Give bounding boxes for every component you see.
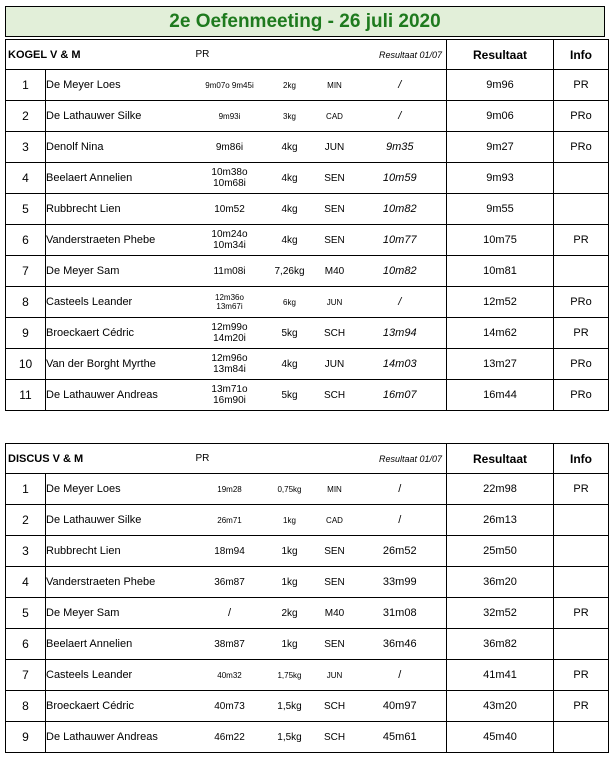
info: PR	[554, 318, 609, 349]
event-title: KOGEL V & M	[6, 40, 196, 70]
athlete-name: Vanderstraeten Phebe	[46, 225, 196, 256]
row-number: 9	[6, 722, 46, 753]
implement-weight: 1,5kg	[264, 691, 316, 722]
category: JUN	[316, 287, 354, 318]
implement-weight: 5kg	[264, 380, 316, 411]
athlete-name: De Lathauwer Silke	[46, 505, 196, 536]
category: M40	[316, 256, 354, 287]
athlete-pr: 12m99o 14m20i	[196, 318, 264, 349]
row-number: 1	[6, 474, 46, 505]
page-title: 2e Oefenmeeting - 26 juli 2020	[5, 6, 605, 37]
row-number: 11	[6, 380, 46, 411]
athlete-pr: 46m22	[196, 722, 264, 753]
athlete-pr: 36m87	[196, 567, 264, 598]
result-0107: 45m61	[354, 722, 447, 753]
result-0107: 33m99	[354, 567, 447, 598]
result: 45m40	[447, 722, 554, 753]
implement-weight: 2kg	[264, 598, 316, 629]
result: 36m82	[447, 629, 554, 660]
info-header: Info	[554, 444, 609, 474]
athlete-name: De Meyer Sam	[46, 256, 196, 287]
athlete-pr: 40m73	[196, 691, 264, 722]
weight-header	[264, 40, 316, 70]
table-row	[6, 660, 609, 691]
category: SEN	[316, 536, 354, 567]
table-header	[6, 444, 609, 474]
info: PRo	[554, 132, 609, 163]
athlete-name: Rubbrecht Lien	[46, 194, 196, 225]
implement-weight: 1kg	[264, 567, 316, 598]
category: SEN	[316, 194, 354, 225]
info: PR	[554, 225, 609, 256]
info: PR	[554, 598, 609, 629]
athlete-name: Casteels Leander	[46, 287, 196, 318]
discus-table	[5, 443, 609, 753]
info	[554, 567, 609, 598]
event-title: DISCUS V & M	[6, 444, 196, 474]
table-row	[6, 256, 609, 287]
implement-weight: 4kg	[264, 194, 316, 225]
table-row	[6, 629, 609, 660]
athlete-pr: 12m36o 13m67i	[196, 287, 264, 318]
result-0107: 9m35	[354, 132, 447, 163]
athlete-name: Van der Borght Myrthe	[46, 349, 196, 380]
result: 32m52	[447, 598, 554, 629]
result: 13m27	[447, 349, 554, 380]
category: MIN	[316, 474, 354, 505]
athlete-pr: 9m93i	[196, 101, 264, 132]
athlete-name: Broeckaert Cédric	[46, 318, 196, 349]
implement-weight: 0,75kg	[264, 474, 316, 505]
result-0107: 26m52	[354, 536, 447, 567]
row-number: 2	[6, 101, 46, 132]
table-row	[6, 163, 609, 194]
pr-header: PR	[196, 444, 264, 474]
result-0107: 36m46	[354, 629, 447, 660]
result: 25m50	[447, 536, 554, 567]
category: SEN	[316, 567, 354, 598]
table-row	[6, 101, 609, 132]
athlete-pr: 40m32	[196, 660, 264, 691]
category: M40	[316, 598, 354, 629]
athlete-pr: 19m28	[196, 474, 264, 505]
result: 9m96	[447, 70, 554, 101]
row-number: 8	[6, 287, 46, 318]
row-number: 3	[6, 132, 46, 163]
info: PRo	[554, 101, 609, 132]
result-0107: 31m08	[354, 598, 447, 629]
implement-weight: 3kg	[264, 101, 316, 132]
athlete-name: De Lathauwer Andreas	[46, 380, 196, 411]
result: 41m41	[447, 660, 554, 691]
category: SEN	[316, 163, 354, 194]
table-row	[6, 380, 609, 411]
table-row	[6, 505, 609, 536]
row-number: 7	[6, 660, 46, 691]
resultaat-0107-header: Resultaat 01/07	[354, 40, 447, 70]
category: SCH	[316, 691, 354, 722]
athlete-pr: 11m08i	[196, 256, 264, 287]
category: CAD	[316, 101, 354, 132]
table-header	[6, 40, 609, 70]
info	[554, 505, 609, 536]
result: 10m75	[447, 225, 554, 256]
info	[554, 194, 609, 225]
table-row	[6, 722, 609, 753]
athlete-name: Rubbrecht Lien	[46, 536, 196, 567]
category-header	[316, 40, 354, 70]
result-0107: 14m03	[354, 349, 447, 380]
info	[554, 256, 609, 287]
athlete-pr: 10m52	[196, 194, 264, 225]
info	[554, 536, 609, 567]
athlete-name: De Lathauwer Silke	[46, 101, 196, 132]
category: SCH	[316, 380, 354, 411]
table-row	[6, 598, 609, 629]
category: SEN	[316, 629, 354, 660]
result-0107: /	[354, 660, 447, 691]
result-0107: 10m59	[354, 163, 447, 194]
table-row	[6, 194, 609, 225]
result: 26m13	[447, 505, 554, 536]
result: 36m20	[447, 567, 554, 598]
athlete-pr: 38m87	[196, 629, 264, 660]
implement-weight: 4kg	[264, 349, 316, 380]
row-number: 5	[6, 194, 46, 225]
athlete-name: De Meyer Sam	[46, 598, 196, 629]
table-row	[6, 225, 609, 256]
table-row	[6, 287, 609, 318]
implement-weight: 1,5kg	[264, 722, 316, 753]
row-number: 2	[6, 505, 46, 536]
athlete-name: Vanderstraeten Phebe	[46, 567, 196, 598]
athlete-name: De Meyer Loes	[46, 70, 196, 101]
result: 9m27	[447, 132, 554, 163]
kogel-table	[5, 39, 609, 411]
athlete-name: Broeckaert Cédric	[46, 691, 196, 722]
athlete-pr: 9m86i	[196, 132, 264, 163]
athlete-name: De Lathauwer Andreas	[46, 722, 196, 753]
athlete-pr: 26m71	[196, 505, 264, 536]
implement-weight: 1,75kg	[264, 660, 316, 691]
implement-weight: 5kg	[264, 318, 316, 349]
result-0107: /	[354, 287, 447, 318]
athlete-pr: 12m96o 13m84i	[196, 349, 264, 380]
resultaat-header: Resultaat	[447, 444, 554, 474]
result-0107: /	[354, 70, 447, 101]
info: PRo	[554, 287, 609, 318]
result-0107: 10m82	[354, 256, 447, 287]
info	[554, 163, 609, 194]
info: PR	[554, 474, 609, 505]
info	[554, 722, 609, 753]
row-number: 9	[6, 318, 46, 349]
athlete-pr: 13m71o 16m90i	[196, 380, 264, 411]
table-row	[6, 474, 609, 505]
result-0107: /	[354, 505, 447, 536]
athlete-name: Casteels Leander	[46, 660, 196, 691]
info: PR	[554, 70, 609, 101]
weight-header	[264, 444, 316, 474]
athlete-name: Beelaert Annelien	[46, 163, 196, 194]
category: MIN	[316, 70, 354, 101]
row-number: 6	[6, 629, 46, 660]
category: SEN	[316, 225, 354, 256]
row-number: 10	[6, 349, 46, 380]
athlete-pr: 10m24o 10m34i	[196, 225, 264, 256]
table-row	[6, 349, 609, 380]
category: JUN	[316, 349, 354, 380]
result: 43m20	[447, 691, 554, 722]
category-header	[316, 444, 354, 474]
implement-weight: 6kg	[264, 287, 316, 318]
athlete-pr: /	[196, 598, 264, 629]
info: PR	[554, 660, 609, 691]
category: JUN	[316, 660, 354, 691]
table-row	[6, 536, 609, 567]
implement-weight: 7,26kg	[264, 256, 316, 287]
info: PR	[554, 691, 609, 722]
result-0107: /	[354, 474, 447, 505]
athlete-name: Beelaert Annelien	[46, 629, 196, 660]
category: JUN	[316, 132, 354, 163]
implement-weight: 4kg	[264, 132, 316, 163]
implement-weight: 2kg	[264, 70, 316, 101]
result-0107: 10m77	[354, 225, 447, 256]
row-number: 8	[6, 691, 46, 722]
category: CAD	[316, 505, 354, 536]
athlete-pr: 9m07o 9m45i	[196, 70, 264, 101]
resultaat-header: Resultaat	[447, 40, 554, 70]
table-row	[6, 691, 609, 722]
row-number: 1	[6, 70, 46, 101]
result-0107: 40m97	[354, 691, 447, 722]
result: 9m93	[447, 163, 554, 194]
result-0107: /	[354, 101, 447, 132]
table-row	[6, 567, 609, 598]
result: 10m81	[447, 256, 554, 287]
row-number: 4	[6, 163, 46, 194]
table-row	[6, 70, 609, 101]
result: 14m62	[447, 318, 554, 349]
info-header: Info	[554, 40, 609, 70]
info: PRo	[554, 380, 609, 411]
athlete-name: De Meyer Loes	[46, 474, 196, 505]
result-0107: 16m07	[354, 380, 447, 411]
result-0107: 10m82	[354, 194, 447, 225]
result: 9m55	[447, 194, 554, 225]
result: 12m52	[447, 287, 554, 318]
athlete-pr: 10m38o 10m68i	[196, 163, 264, 194]
row-number: 3	[6, 536, 46, 567]
implement-weight: 1kg	[264, 629, 316, 660]
row-number: 5	[6, 598, 46, 629]
table-row	[6, 318, 609, 349]
row-number: 6	[6, 225, 46, 256]
athlete-pr: 18m94	[196, 536, 264, 567]
resultaat-0107-header: Resultaat 01/07	[354, 444, 447, 474]
pr-header: PR	[196, 40, 264, 70]
category: SCH	[316, 318, 354, 349]
result: 22m98	[447, 474, 554, 505]
result-0107: 13m94	[354, 318, 447, 349]
info: PRo	[554, 349, 609, 380]
implement-weight: 1kg	[264, 505, 316, 536]
result: 9m06	[447, 101, 554, 132]
info	[554, 629, 609, 660]
table-row	[6, 132, 609, 163]
athlete-name: Denolf Nina	[46, 132, 196, 163]
implement-weight: 4kg	[264, 225, 316, 256]
result: 16m44	[447, 380, 554, 411]
row-number: 4	[6, 567, 46, 598]
row-number: 7	[6, 256, 46, 287]
implement-weight: 4kg	[264, 163, 316, 194]
category: SCH	[316, 722, 354, 753]
implement-weight: 1kg	[264, 536, 316, 567]
